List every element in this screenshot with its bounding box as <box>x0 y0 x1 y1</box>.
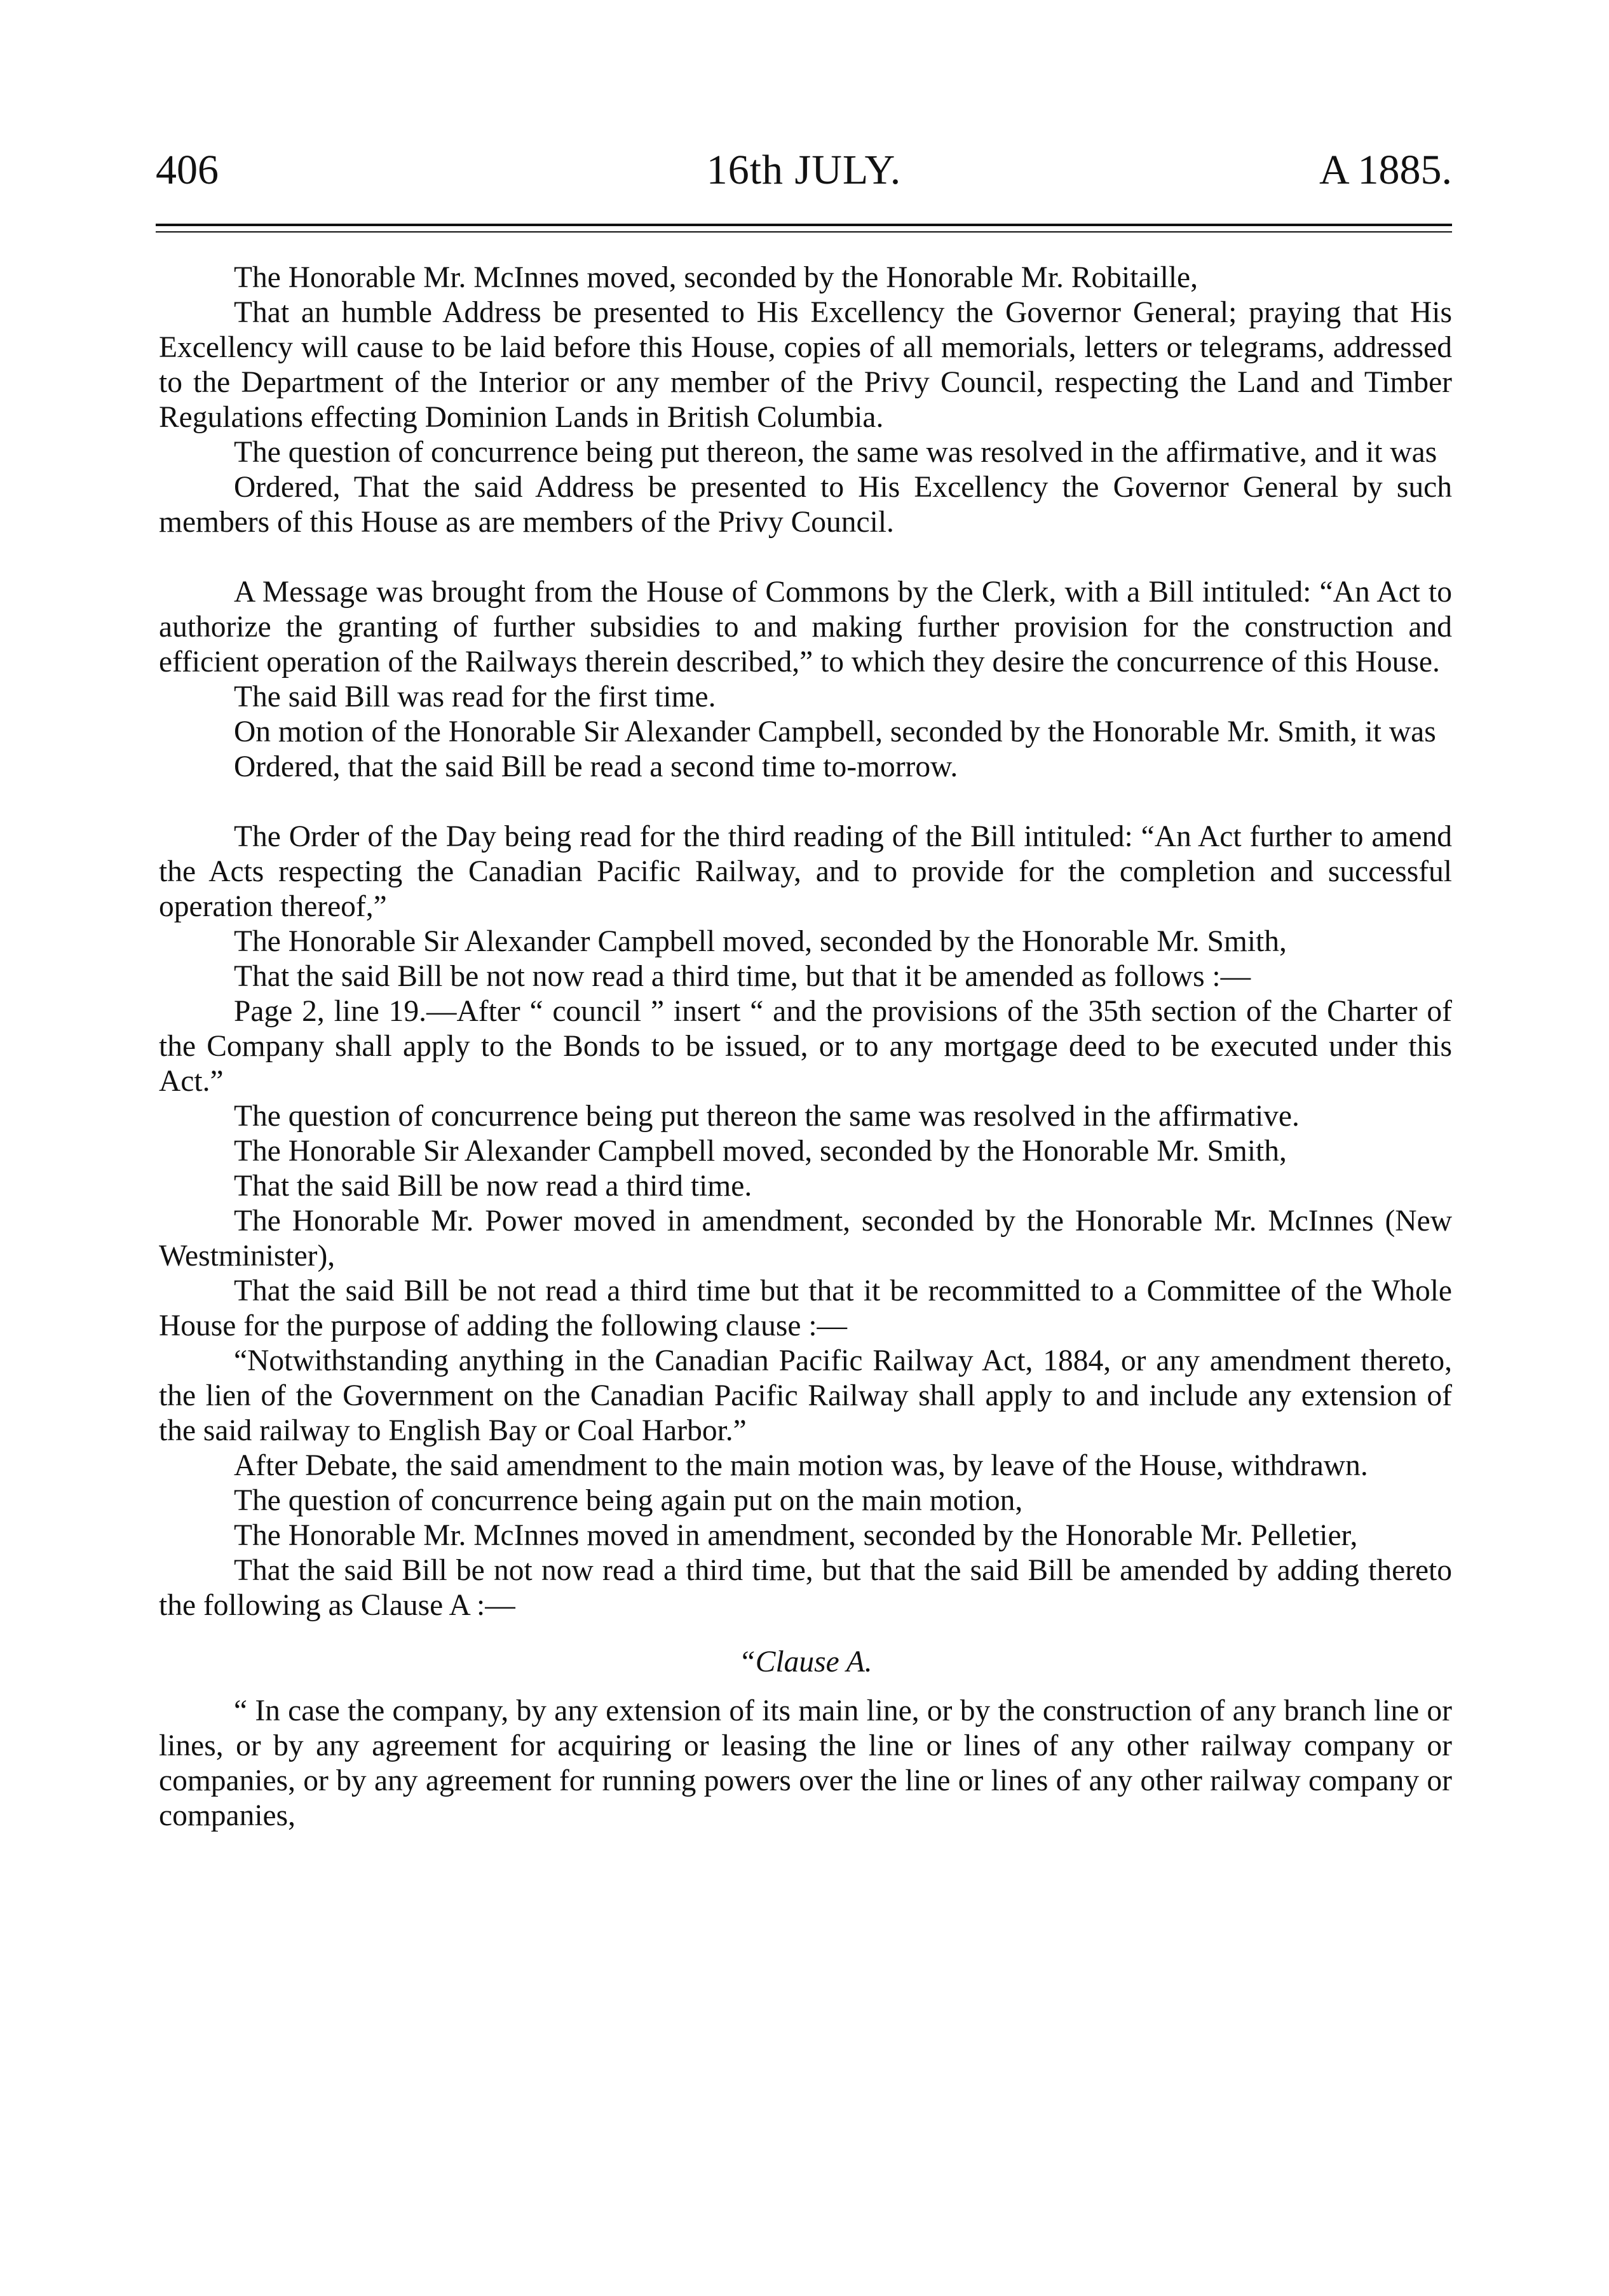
paragraph: That the said Bill be not now read a third time, but that it be amended as follows :— <box>234 960 1251 993</box>
paragraph: That the said Bill be now read a third time. <box>234 1170 752 1203</box>
clause-heading: “Clause A. <box>738 1645 872 1678</box>
paragraph: “Notwithstanding anything in the Canadian Pacific Railway Act, 1884, or any amendment thereto, the lien of the Government on the Canadian Pacific Railway shall apply to and include any extension of the said railway to English Bay or Coal Harbor.” <box>159 1344 1452 1447</box>
paragraph: After Debate, the said amendment to the main motion was, by leave of the House, withdrawn. <box>234 1449 1368 1482</box>
paragraph: The question of concurrence being again put on the main motion, <box>234 1484 1023 1517</box>
page-number: 406 <box>156 147 219 193</box>
paragraph: The question of concurrence being put thereon, the same was resolved in the affirmative, and it was <box>234 436 1437 469</box>
paragraph: A Message was brought from the House of Commons by the Clerk, with a Bill intituled: “An Act to authorize the granting of further subsidies to and making further provision for the construction and efficient operation of the Railways therein described,” to which they desire the concurrence of this House. <box>159 576 1452 679</box>
header-date: 16th JULY. <box>706 147 902 193</box>
paragraph: The Honorable Sir Alexander Campbell moved, seconded by the Honorable Mr. Smith, <box>234 1135 1287 1168</box>
paragraph: The question of concurrence being put thereon the same was resolved in the affirmative. <box>234 1100 1300 1133</box>
header-rule-thick <box>156 224 1452 226</box>
paragraph: That an humble Address be presented to His Excellency the Governor General; praying that His Excellency will cause to be laid before this House, copies of all memorials, letters or telegrams, addressed to the Department of the Interior or any member of the Privy Council, respecting the Land and Timber Regulations effecting Dominion Lands in British Columbia. <box>159 296 1452 434</box>
paragraph: On motion of the Honorable Sir Alexander Campbell, seconded by the Honorable Mr. Smith, it was <box>234 715 1436 748</box>
header-rule-thin <box>156 231 1452 233</box>
paragraph: The Honorable Sir Alexander Campbell moved, seconded by the Honorable Mr. Smith, <box>234 925 1287 958</box>
paragraph: The Honorable Mr. McInnes moved, seconded by the Honorable Mr. Robitaille, <box>234 261 1198 294</box>
paragraph: The Honorable Mr. McInnes moved in amendment, seconded by the Honorable Mr. Pelletier, <box>234 1519 1358 1552</box>
page-header <box>156 145 1452 196</box>
paragraph: The said Bill was read for the first time. <box>234 680 716 713</box>
header-year: A 1885. <box>1319 147 1452 193</box>
paragraph: “ In case the company, by any extension of its main line, or by the construction of any branch line or lines, or by any agreement for acquiring or leasing the line or lines of any other railway company or companies, or by any agreement for running powers over the line or lines of any other railway company or companies, <box>159 1694 1452 1832</box>
paragraph: The Honorable Mr. Power moved in amendment, seconded by the Honorable Mr. McInnes (New Westminister), <box>159 1205 1452 1273</box>
body-text <box>159 260 1452 1833</box>
paragraph: Page 2, line 19.—After “ council ” insert “ and the provisions of the 35th section of the Charter of the Company shall apply to the Bonds to be issued, or to any mortgage deed to be executed under this Act.” <box>159 995 1452 1098</box>
paragraph: That the said Bill be not read a third time but that it be recommitted to a Committee of the Whole House for the purpose of adding the following clause :— <box>159 1274 1452 1342</box>
paragraph: That the said Bill be not now read a third time, but that the said Bill be amended by adding thereto the following as Clause A :— <box>159 1554 1452 1622</box>
paragraph: Ordered, That the said Address be presented to His Excellency the Governor General by such members of this House as are members of the Privy Council. <box>159 471 1452 539</box>
paragraph: Ordered, that the said Bill be read a second time to-morrow. <box>234 750 958 783</box>
paragraph: The Order of the Day being read for the third reading of the Bill intituled: “An Act further to amend the Acts respecting the Canadian Pacific Railway, and to provide for the completion and successful operation thereof,” <box>159 820 1452 923</box>
